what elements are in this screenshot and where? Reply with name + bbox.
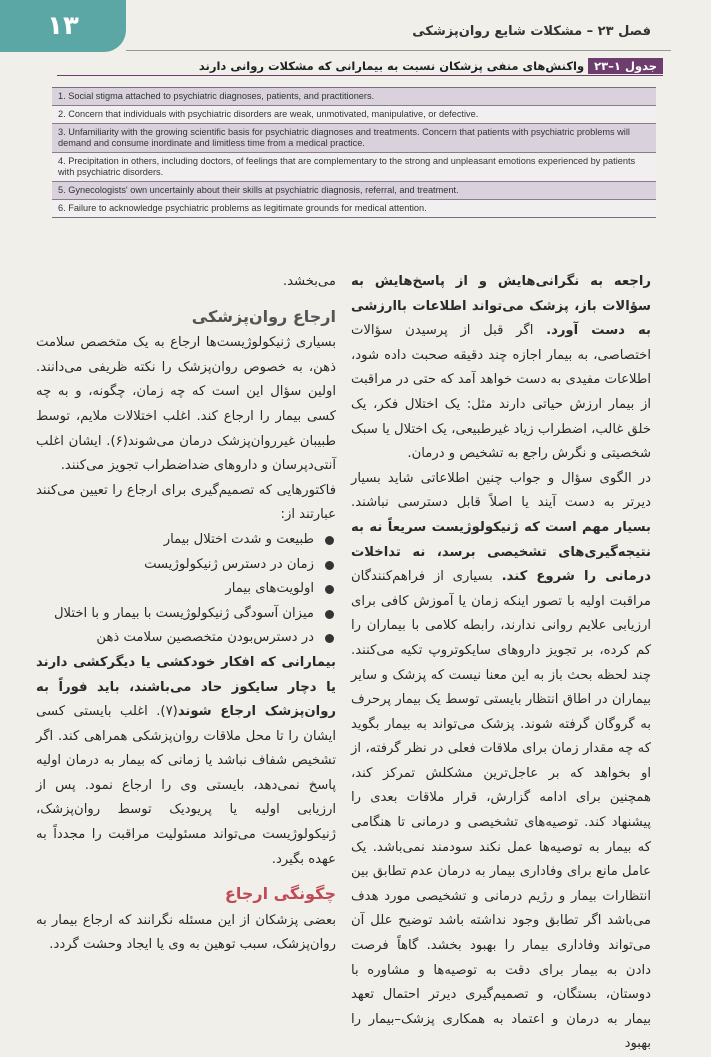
bold-text: بسیار مهم است که ژنیکولوژیست سریعاً نه به نتیجه‌گیری‌های تشخیصی برسد، نه تداخلات درمانی را شروع کند. <box>351 519 651 585</box>
bullet-icon <box>325 610 334 619</box>
bold-text: راجعه به نگرانی‌هایش و از پاسخ‌هایش به سؤالات باز، پزشک می‌تواند اطلاعات باارزشی به دست آورد. <box>351 274 651 339</box>
body-text: (۷). اغلب بایستی کسی ایشان را تا محل ملاقات روان‌پزشکی همراهی کند. اگر تشخیص شفاف نباشد یا زمانی که بیمار به درمان اولیه پاسخ نمی‌دهد، بایستی وی را ارجاع نمود. پس از ارزیابی اولیه یا پریودیک توسط روان‌پزشک، ژنیکولوژیست می‌تواند مسئولیت مراقبت را مجدداً به عهده بگیرد. <box>36 704 336 867</box>
body-text: اگر قبل از پرسیدن سؤالات اختصاصی، به بیمار اجازه چند دقیقه صحبت داده شود، اطلاعات مفیدی به دست خواهد آمد که حتی در مراقبت از بیمار ارزش حیاتی دارند مثل: یک اختلال فکر، یک خلق غالب، اضطراب زیاد غیرطبیعی، یک اختلال یا سبک شخصیتی و نگرش راجع به تشخیص و درمان. <box>351 323 651 462</box>
table-row: 3. Unfamiliarity with the growing scientific basis for psychiatric diagnoses and treatments. Concern that patients with psychiatric problems will demand and consume inordinate and limitless time from a medical practice. <box>52 124 656 153</box>
table-title: واکنش‌های منفی پزشکان نسبت به بیمارانی که مشکلات روانی دارند <box>198 59 585 73</box>
list-item-text: زمان در دسترس ژنیکولوژیست <box>144 556 314 572</box>
paragraph: بسیاری ژنیکولوژیست‌ها ارجاع به یک متخصص سلامت ذهن، به خصوص روان‌پزشک را نکته ظریفی می‌دانند. اولین سؤال این است که چه زمان، چگونه، و به چه کسی بیمار را ارجاع کند. اغلب اختلالات ملایم، توسط طبیبان غیرروان‌پزشک درمان می‌شوند(۶). ایشان اغلب آنتی‌دپرسان و داروهای ضداضطراب تجویز می‌کنند. <box>36 335 336 474</box>
list-item <box>36 626 336 651</box>
table-row: 1. Social stigma attached to psychiatric diagnoses, patients, and practitioners. <box>52 88 656 106</box>
list-item <box>36 602 336 627</box>
list-item-text: در دسترس‌بودن متخصصین سلامت ذهن <box>96 630 314 646</box>
bold-text: بیمارانی که افکار خودکشی یا دیگرکشی دارند یا دچار سایکوز حاد می‌باشند، باید فوراً به روان‌پزشک ارجاع شوند <box>36 654 336 720</box>
table-row: 6. Failure to acknowledge psychiatric problems as legitimate grounds for medical attention. <box>52 200 656 217</box>
left-column <box>36 270 336 958</box>
paragraph: فاکتورهایی که تصمیم‌گیری برای ارجاع را تعیین می‌کنند عبارتند از: <box>36 482 336 523</box>
paragraph: بعضی پزشکان از این مسئله نگرانند که ارجاع بیمار به روان‌پزشک، سبب توهین به وی یا ایجاد وحشت گردد. <box>36 912 336 953</box>
table-label: جدول ۱–۲۳ <box>588 58 663 74</box>
section-heading: ارجاع روان‌پزشکی <box>191 306 336 326</box>
table-row: 4. Precipitation in others, including doctors, of feelings that are complementary to the strong and unpleasant emotions experienced by patients with psychiatric disorders. <box>52 153 656 182</box>
list-item <box>36 528 336 553</box>
paragraph <box>351 467 651 1057</box>
right-column <box>351 270 651 1057</box>
list-item-text: میزان آسودگی ژنیکولوژیست با بیمار و با اختلال <box>53 605 314 621</box>
bullet-icon <box>325 585 334 594</box>
body-text: در الگوی سؤال و جواب چنین اطلاعاتی شاید بسیار دیرتر به دست آیند یا اصلاً قابل دسترسی نباشند. <box>351 470 651 511</box>
paragraph <box>351 270 651 467</box>
body-text: بسیاری از فراهم‌کنندگان مراقبت اولیه با تصور اینکه زمان یا آموزش کافی برای ارزیابی علایم روانی ندارند، رابطه کلامی با بیماران را کم کرده، بر تجویز داروهای سایکوتروپ تکیه می‌کنند. چند لحظه بحث باز به این معنا نیست که پزشک و سایر بیماران در اطاق انتظار بایستی توسط یک بیمار پرحرف به گروگان گرفته شوند. پزشک می‌تواند به بیمار بگوید که چه مقدار زمان برای ملاقات فعلی در نظر گرفته، از او بخواهد که بر عاجل‌ترین مشکلش تمرکز کند، همچنین برای ادامه گزارش، قرار ملاقات بعدی را پیشنهاد کند. توصیه‌های تشخیصی و درمانی تا هنگامی که بیمار به توصیه‌ها عمل نکند سودمند نمی‌باشد. یک عامل مانع برای وفاداری بیمار به درمان عدم تطابق بین انتظارات بیمار و رژیم درمانی و تشخیصی مورد هدف می‌باشد اگر تطابق وجود نداشته باشد توضیح علل آن می‌تواند وفاداری بیمار را بهبود بخشد. گاهاً فرصت دادن به بیمار برای دقت به توصیه‌ها و مشاوره با دوستان، بستگان، و تصمیم‌گیری دیرتر احتمال تعهد بیمار به درمان و اعتماد به همکاری پزشک–بیمار را بهبود <box>351 569 651 1052</box>
paragraph: می‌بخشد. <box>282 274 336 289</box>
header-divider <box>126 50 671 51</box>
table-row: 5. Gynecologists' own uncertainly about their skills at psychiatric diagnosis, referral, and treatment. <box>52 182 656 200</box>
paragraph <box>36 651 336 872</box>
reactions-table <box>52 87 656 218</box>
page-number: ۱۳ <box>0 0 126 52</box>
chapter-title: فصل ۲۳ – مشکلات شایع روان‌پزشکی <box>412 24 651 39</box>
table-row: 2. Concern that individuals with psychiatric disorders are weak, unmotivated, manipulative, or defective. <box>52 106 656 124</box>
bullet-icon <box>325 536 334 545</box>
list-item-text: طبیعت و شدت اختلال بیمار <box>163 531 314 547</box>
section-heading: چگونگی ارجاع <box>224 884 336 904</box>
list-item <box>36 553 336 578</box>
table-caption <box>57 57 663 76</box>
factor-list <box>36 528 336 651</box>
list-item <box>36 577 336 602</box>
bullet-icon <box>325 634 334 643</box>
bullet-icon <box>325 561 334 570</box>
list-item-text: اولویت‌های بیمار <box>225 581 314 597</box>
